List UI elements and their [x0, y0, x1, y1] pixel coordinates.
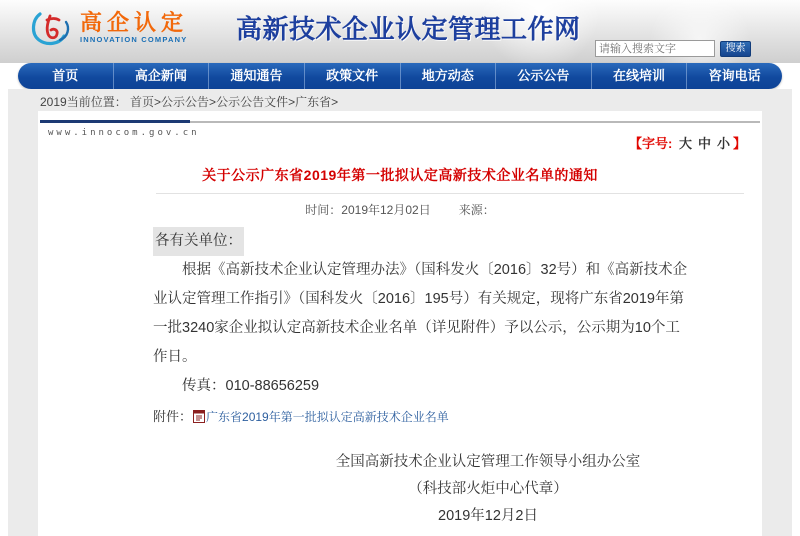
- fax-line: 传真：010-88656259: [182, 378, 320, 394]
- nav-item-home[interactable]: 首页: [18, 63, 114, 89]
- signature-date: 2019年12月2日: [438, 508, 538, 524]
- meta-source-label: 来源：: [458, 203, 495, 217]
- attachment-label: 附件：: [153, 409, 193, 424]
- breadcrumb-prefix: 2019当前位置：: [40, 95, 127, 109]
- site-header: [0, 0, 800, 63]
- search-button[interactable]: 搜索: [720, 41, 751, 57]
- meta-time-label: 时间：: [305, 203, 342, 217]
- font-size-bracket-close: 】: [732, 136, 746, 151]
- site-url: www.innocom.gov.cn: [48, 128, 200, 138]
- nav-item-policy[interactable]: 政策文件: [305, 63, 401, 89]
- font-size-small-button[interactable]: 小: [716, 136, 730, 151]
- attachment-link[interactable]: 广东省2019年第一批拟认定高新技术企业名单: [206, 410, 449, 424]
- breadcrumb: [40, 93, 338, 110]
- nav-item-news[interactable]: 高企新闻: [114, 63, 210, 89]
- salutation: 各有关单位：: [153, 227, 244, 256]
- search-input[interactable]: [595, 40, 715, 57]
- meta-time-value: 2019年12月02日: [341, 203, 431, 217]
- font-size-bracket-open: 【: [628, 136, 642, 151]
- nav-item-local[interactable]: 地方动态: [401, 63, 497, 89]
- signature-block: [318, 449, 658, 530]
- logo-name-en: INNOVATION COMPANY: [80, 35, 188, 44]
- main-nav: [18, 63, 782, 89]
- font-size-large-button[interactable]: 大: [678, 136, 692, 151]
- title-divider: [156, 193, 744, 194]
- font-size-widget: [629, 133, 746, 152]
- font-size-medium-button[interactable]: 中: [697, 136, 711, 151]
- article-meta: [38, 201, 762, 218]
- breadcrumb-path[interactable]: 首页>公示公告>公示公告文件>广东省>: [130, 95, 339, 109]
- site-logo[interactable]: [30, 6, 188, 50]
- site-title: 高新技术企业认定管理工作网: [236, 14, 581, 44]
- article-body: [153, 227, 689, 401]
- signature-seal: （科技部火炬中心代章）: [408, 481, 568, 497]
- nav-item-notices[interactable]: 通知通告: [209, 63, 305, 89]
- panel-top-rule: [40, 120, 760, 123]
- clipped-text-top: [190, 529, 390, 533]
- article-panel: [38, 111, 762, 536]
- search-box: [595, 40, 751, 57]
- font-size-label: 字号:: [641, 136, 673, 151]
- nav-item-phone[interactable]: 咨询电话: [708, 68, 761, 83]
- paragraph-main: 根据《高新技术企业认定管理办法》（国科发火〔2016〕32号）和《高新技术企业认定管理工作指引》（国科发火〔2016〕195号）有关规定，现将广东省2019年第一批3240家企业拟认定高新技术企业名单（详见附件）予以公示，公示期为10个工作日。: [153, 262, 688, 365]
- nav-item-publicity[interactable]: 公示公告: [496, 63, 592, 89]
- innovation-swoosh-icon: [30, 6, 76, 50]
- article-title: 关于公示广东省2019年第一批拟认定高新技术企业名单的通知: [202, 167, 598, 183]
- logo-text: [80, 11, 188, 45]
- nav-item-training[interactable]: 在线培训: [592, 63, 688, 89]
- signature-org: 全国高新技术企业认定管理工作领导小组办公室: [335, 454, 641, 470]
- attachment-row: [153, 406, 449, 425]
- attachment-file-icon: [193, 410, 205, 423]
- logo-name-cn: 高企认定: [80, 10, 189, 35]
